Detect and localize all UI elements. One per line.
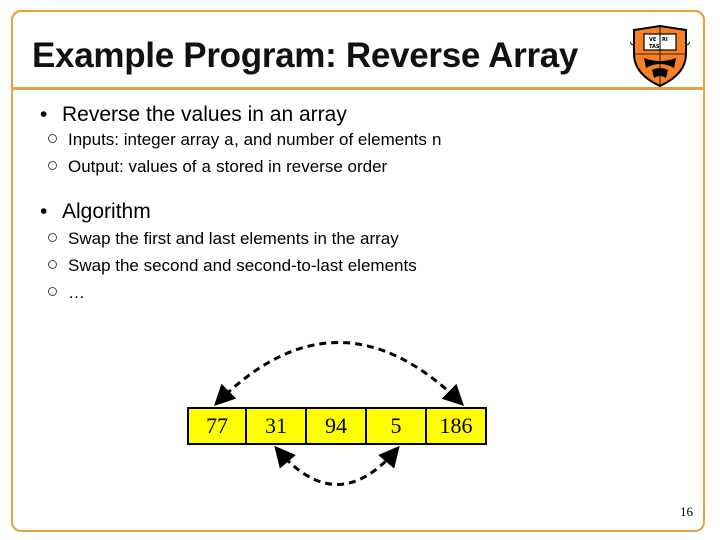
bullet-1-sub-1: Inputs: integer array a, and number of elements n [48,130,442,151]
svg-text:RI: RI [662,37,668,43]
svg-text:TAS: TAS [649,44,660,50]
page-number: 16 [680,504,693,519]
array-cell: 5 [367,407,427,445]
slide-title: Example Program: Reverse Array [32,36,579,75]
array-cell: 31 [247,407,307,445]
sub-bullet-icon [48,161,57,170]
svg-text:VE: VE [649,37,657,43]
bullet-1-sub-2: Output: values of a stored in reverse order [48,157,387,178]
sub-bullet-icon [48,233,57,242]
bullet-2-sub-1: Swap the first and last elements in the array [48,229,399,249]
sub-bullet-icon [48,134,57,143]
bullet-2-sub-2: Swap the second and second-to-last elements [48,256,417,276]
array-cell: 77 [187,407,247,445]
princeton-shield-icon [630,24,690,88]
bullet-1: • Reverse the values in an array [40,103,347,126]
bullet-2: • Algorithm [40,200,151,223]
bullet-2-sub-3: … [48,283,85,303]
sub-bullet-icon [48,287,57,296]
array-cell: 186 [427,407,487,445]
array-cell: 94 [307,407,367,445]
sub-bullet-icon [48,260,57,269]
